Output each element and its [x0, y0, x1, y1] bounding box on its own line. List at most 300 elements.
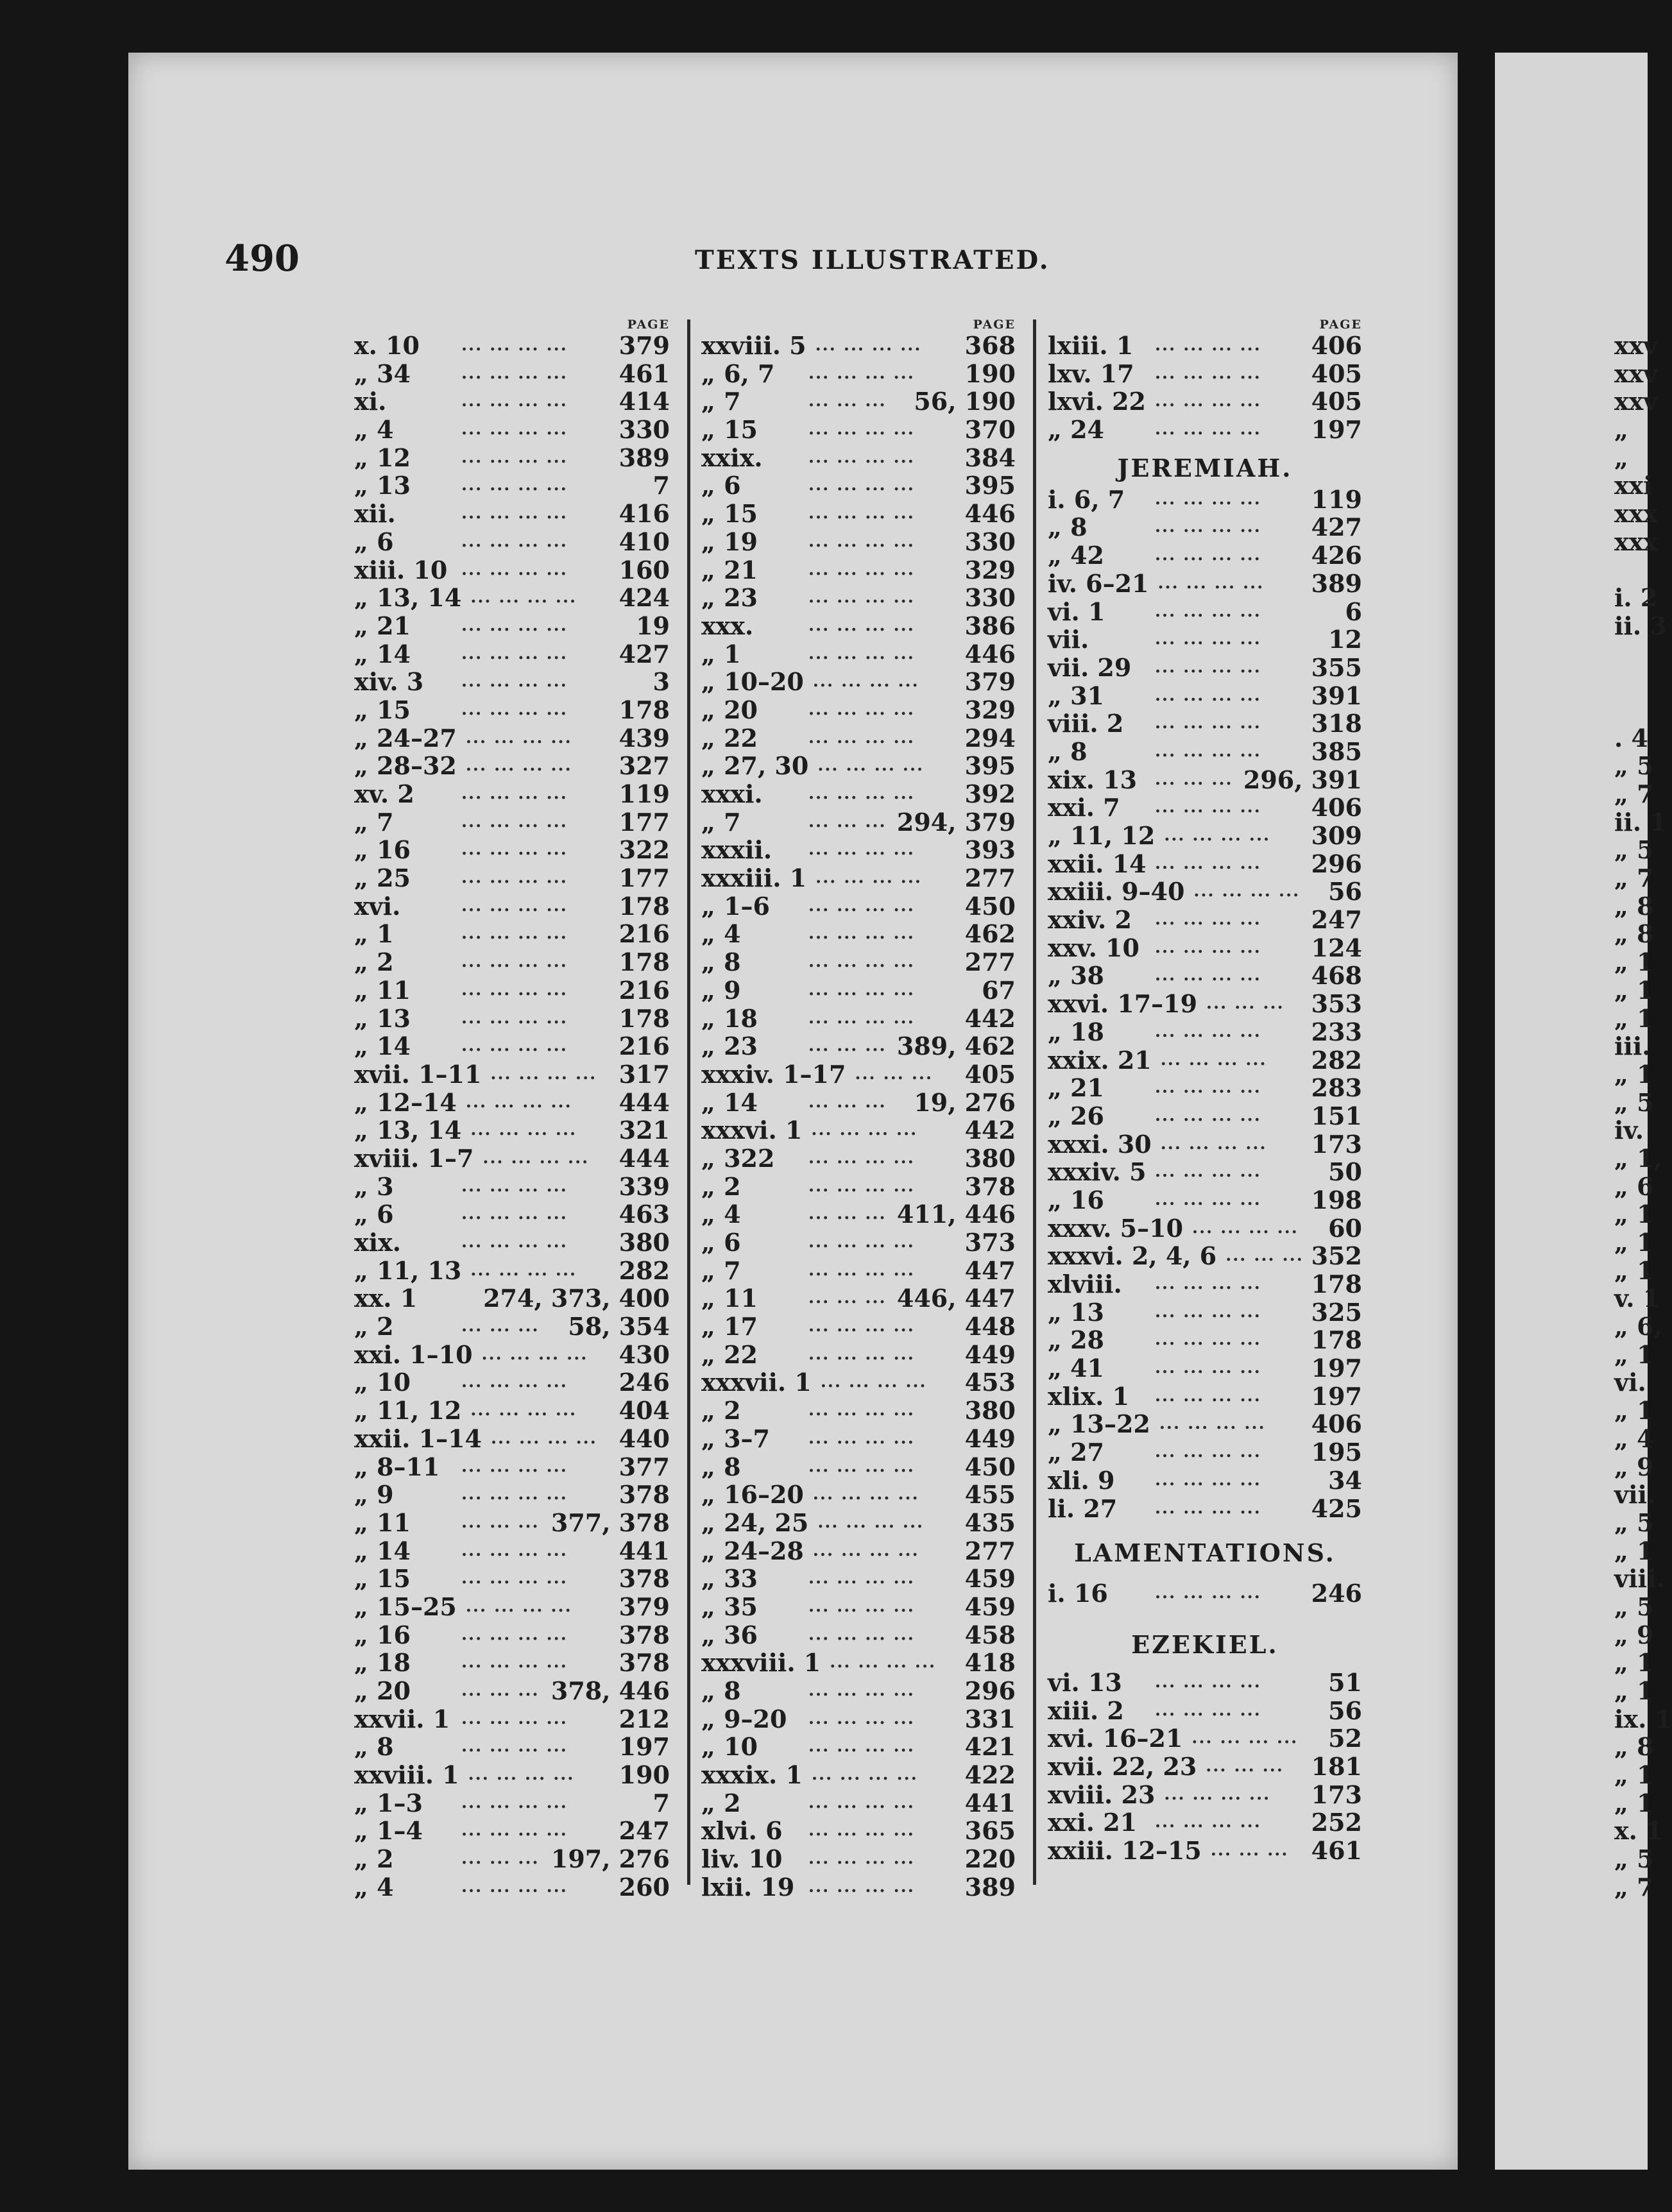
- page-reference: 405: [1311, 387, 1362, 416]
- index-entry: [701, 1649, 1016, 1677]
- facing-page-fragment: [1604, 640, 1648, 668]
- facing-page-fragment: „ 1: [1614, 1396, 1654, 1425]
- index-entry: [701, 1789, 1016, 1817]
- dot-leader: ... ... ...: [461, 1316, 540, 1336]
- page-reference: 389: [618, 443, 670, 472]
- section-heading-lamentations: LAMENTATIONS.: [1074, 1538, 1336, 1568]
- dot-leader: ... ... ... ...: [461, 840, 568, 860]
- index-entry: [354, 724, 670, 753]
- index-entry: [701, 1705, 1016, 1733]
- page-reference: 3: [653, 667, 670, 697]
- page-reference: 330: [964, 527, 1016, 556]
- index-entry: [354, 1313, 670, 1341]
- column-rule-1: [687, 319, 690, 1885]
- page-reference: 52: [1328, 1724, 1362, 1753]
- verse-reference: xlix. 1: [1048, 1381, 1130, 1411]
- verse-reference: „ 8: [354, 1732, 394, 1762]
- index-entry: [1048, 1467, 1362, 1495]
- dot-leader: ... ... ... ...: [461, 504, 568, 523]
- verse-reference: „ 8: [701, 1452, 741, 1481]
- dot-leader: ... ... ... ...: [461, 363, 568, 383]
- verse-reference: „ 27: [1048, 1438, 1104, 1467]
- dot-leader: ... ... ... ...: [1155, 1274, 1261, 1293]
- index-column-1: [354, 318, 670, 1901]
- verse-reference: „ 8: [701, 1676, 741, 1705]
- facing-page-fragment: „ 4: [1614, 1424, 1654, 1453]
- dot-leader: ... ... ... ...: [808, 980, 915, 1000]
- verse-reference: „ 2: [701, 1788, 741, 1817]
- index-entry: [354, 1341, 670, 1369]
- page-reference: 442: [964, 1116, 1016, 1145]
- verse-reference: „ 6: [701, 1228, 741, 1257]
- index-entry: [354, 500, 670, 528]
- dot-leader: ... ... ...: [1206, 994, 1284, 1014]
- page-reference: 392: [964, 779, 1016, 808]
- page-reference: 405: [964, 1059, 1016, 1089]
- index-entry: [1048, 1382, 1362, 1411]
- dot-leader: ... ... ...: [808, 1036, 887, 1056]
- dot-leader: ... ... ... ...: [811, 1765, 918, 1785]
- page-reference: 446, 447: [896, 1284, 1016, 1313]
- dot-leader: ... ... ... ...: [808, 1456, 915, 1476]
- facing-page-fragment: „: [1614, 443, 1628, 472]
- dot-leader: ... ... ... ...: [808, 615, 915, 635]
- facing-page-fragment: „ 1: [1614, 1536, 1654, 1565]
- verse-reference: li. 27: [1048, 1493, 1118, 1523]
- verse-reference: „ 24–28: [701, 1536, 804, 1565]
- page-reference: 441: [618, 1536, 670, 1565]
- page-reference: 406: [1311, 1409, 1362, 1439]
- verse-reference: „ 16: [1048, 1185, 1104, 1214]
- index-entry: [701, 1537, 1016, 1565]
- dot-leader: ... ... ... ...: [1193, 881, 1301, 901]
- facing-page-fragment: v. 1: [1614, 1284, 1660, 1313]
- page-reference: 195: [1311, 1438, 1362, 1467]
- verse-reference: „ 4: [701, 1200, 741, 1229]
- verse-reference: vi. 1: [1048, 597, 1105, 626]
- page-reference: 389, 462: [896, 1032, 1016, 1061]
- dot-leader: ... ... ... ...: [1155, 601, 1261, 621]
- page-reference: 119: [618, 779, 670, 808]
- dot-leader: ... ... ... ...: [1155, 910, 1261, 930]
- dot-leader: ... ... ... ...: [808, 924, 915, 944]
- dot-leader: ... ... ... ...: [1191, 1728, 1299, 1748]
- dot-leader: ... ... ... ...: [808, 1849, 915, 1869]
- index-entry: [701, 1425, 1016, 1453]
- page-reference: 197: [618, 1732, 670, 1762]
- verse-reference: „ 6: [354, 1200, 394, 1229]
- page-reference: 19, 276: [914, 1087, 1016, 1117]
- page-reference: 329: [964, 555, 1016, 584]
- dot-leader: ... ... ... ...: [461, 643, 568, 663]
- dot-leader: ... ... ... ...: [461, 1372, 568, 1392]
- index-entry: [354, 836, 670, 864]
- page-reference: 458: [964, 1620, 1016, 1649]
- verse-reference: xxxix. 1: [701, 1760, 803, 1790]
- verse-reference: „ 12: [354, 443, 411, 472]
- index-entry: [1048, 1724, 1362, 1753]
- dot-leader: ... ... ... ...: [808, 1596, 915, 1616]
- page-reference: 380: [964, 1396, 1016, 1425]
- index-entry: [1048, 1753, 1362, 1781]
- index-entry: [701, 808, 1016, 837]
- index-entry: [354, 640, 670, 668]
- verse-reference: xxxviii. 1: [701, 1648, 821, 1678]
- verse-reference: „ 7: [701, 807, 741, 837]
- page-reference: 60: [1328, 1213, 1362, 1243]
- page-reference: 294: [964, 723, 1016, 753]
- index-entry: [1048, 416, 1362, 444]
- dot-leader: ... ... ... ...: [808, 643, 915, 663]
- verse-reference: xxxvi. 2, 4, 6: [1048, 1241, 1217, 1271]
- index-entry: [354, 1761, 670, 1789]
- page-reference: 277: [964, 864, 1016, 893]
- facing-page-fragment: xxv: [1614, 359, 1658, 388]
- index-entry: [1048, 1130, 1362, 1159]
- dot-leader: ... ... ... ...: [808, 1681, 915, 1700]
- dot-leader: ... ... ... ...: [461, 531, 568, 551]
- dot-leader: ... ... ... ...: [1155, 391, 1261, 411]
- page-reference: 190: [618, 1760, 670, 1790]
- dot-leader: ... ... ... ...: [1155, 1470, 1261, 1490]
- index-entry: [1048, 962, 1362, 990]
- page-reference: 252: [1311, 1808, 1362, 1837]
- dot-leader: ... ... ... ...: [812, 1540, 919, 1560]
- verse-reference: „ 1: [354, 919, 394, 949]
- index-entry: [701, 360, 1016, 388]
- page-reference: 395: [964, 471, 1016, 500]
- index-entry: [701, 892, 1016, 921]
- index-entry: [701, 387, 1016, 416]
- facing-page-fragment: „ 8: [1614, 1732, 1654, 1762]
- page-reference: 418: [964, 1648, 1016, 1678]
- page-reference: 296: [1311, 849, 1362, 878]
- dot-leader: ... ... ...: [461, 1849, 540, 1869]
- index-entry: [701, 864, 1016, 892]
- dot-leader: ... ... ... ...: [461, 1540, 568, 1560]
- verse-reference: „ 21: [354, 611, 411, 640]
- page-reference: 406: [1311, 331, 1362, 360]
- verse-reference: xxxiv. 5: [1048, 1157, 1147, 1187]
- dot-leader: ... ... ... ...: [817, 756, 925, 776]
- page-reference: 447: [964, 1255, 1016, 1285]
- index-entry: [1048, 1669, 1362, 1697]
- dot-leader: ... ... ... ...: [461, 1821, 568, 1841]
- facing-page-fragment: „ 1: [1614, 1788, 1654, 1817]
- index-entry: [354, 1425, 670, 1453]
- index-entry: [701, 556, 1016, 584]
- verse-reference: xxii. 14: [1048, 849, 1147, 878]
- verse-reference: i. 6, 7: [1048, 484, 1125, 514]
- dot-leader: ... ... ... ...: [461, 1569, 568, 1588]
- page-reference: 425: [1311, 1493, 1362, 1523]
- page-reference: 56: [1328, 1696, 1362, 1725]
- index-entry: [354, 416, 670, 444]
- dot-leader: ... ... ... ...: [808, 559, 915, 579]
- facing-page-fragment: vii.: [1614, 1480, 1656, 1510]
- dot-leader: ... ... ... ...: [811, 1120, 918, 1140]
- index-entry: [701, 780, 1016, 808]
- page-reference: 353: [1311, 989, 1362, 1019]
- index-entry: [701, 1593, 1016, 1621]
- page-reference: 247: [618, 1816, 670, 1846]
- dot-leader: ... ... ... ...: [461, 420, 568, 439]
- page-reference: 212: [618, 1704, 670, 1733]
- verse-reference: „ 4: [701, 919, 741, 949]
- index-entry: [701, 1060, 1016, 1089]
- page-reference: 327: [618, 751, 670, 781]
- index-entry: [701, 1284, 1016, 1313]
- index-entry: [1048, 1270, 1362, 1298]
- page-reference: 330: [618, 415, 670, 445]
- page-reference: 246: [1311, 1579, 1362, 1608]
- facing-page-fragment: [1604, 556, 1648, 584]
- index-entry: [701, 416, 1016, 444]
- facing-page-fragments: [1604, 318, 1672, 1901]
- dot-leader: ... ... ... ...: [461, 672, 568, 692]
- page-column-heading: PAGE: [1319, 318, 1362, 332]
- dot-leader: ... ... ... ...: [808, 1148, 915, 1168]
- dot-leader: ... ... ...: [808, 1092, 887, 1112]
- verse-reference: „ 15: [354, 695, 411, 724]
- page-column-heading: PAGE: [627, 318, 670, 332]
- verse-reference: „ 28: [1048, 1325, 1104, 1355]
- page-reference: 379: [618, 1592, 670, 1621]
- index-entry: [354, 556, 670, 584]
- facing-page-fragment: xxx: [1614, 527, 1658, 556]
- page-reference: 216: [618, 919, 670, 949]
- verse-reference: vii. 29: [1048, 652, 1132, 682]
- page-reference: 395: [964, 751, 1016, 781]
- page-reference: 12: [1328, 625, 1362, 654]
- index-entry: [1048, 1046, 1362, 1075]
- page-reference: 377: [618, 1452, 670, 1481]
- verse-reference: „ 13, 14: [354, 1116, 462, 1145]
- index-entry: [701, 724, 1016, 753]
- dot-leader: ... ... ... ...: [1155, 336, 1261, 355]
- verse-reference: „ 11, 13: [354, 1255, 462, 1285]
- dot-leader: ... ... ... ...: [490, 1064, 597, 1084]
- dot-leader: ... ... ... ...: [461, 1792, 568, 1812]
- verse-reference: xxi. 21: [1048, 1808, 1138, 1837]
- verse-reference: „ 18: [354, 1648, 411, 1678]
- dot-leader: ... ... ... ...: [1155, 363, 1261, 383]
- facing-page-fragment: ix. 1: [1614, 1704, 1672, 1733]
- verse-reference: „ 20: [701, 695, 758, 724]
- verse-reference: „ 34: [354, 359, 411, 388]
- page-reference: 377, 378: [550, 1508, 670, 1537]
- index-entry: [1048, 1158, 1362, 1186]
- page-reference: 416: [618, 499, 670, 529]
- index-entry: [1048, 878, 1362, 906]
- verse-reference: „ 10: [354, 1368, 411, 1397]
- page-reference: 216: [618, 975, 670, 1005]
- index-entry: [354, 332, 670, 360]
- page-reference: 435: [964, 1508, 1016, 1537]
- page-reference: 444: [618, 1143, 670, 1173]
- verse-reference: „ 15: [354, 1564, 411, 1594]
- dot-leader: ... ... ... ...: [808, 952, 915, 972]
- verse-reference: „ 13: [354, 1003, 411, 1033]
- dot-leader: ... ... ... ...: [808, 896, 915, 915]
- facing-page-fragment: „ 9: [1614, 1620, 1654, 1649]
- index-entry: [354, 1845, 670, 1873]
- index-entry: [701, 668, 1016, 696]
- verse-reference: xxviii. 1: [354, 1760, 459, 1790]
- verse-reference: „ 8: [1048, 513, 1088, 542]
- dot-leader: ... ... ... ...: [1155, 545, 1261, 565]
- verse-reference: „ 2: [701, 1171, 741, 1201]
- index-entry: [701, 444, 1016, 472]
- page-reference: 197: [1311, 415, 1362, 445]
- verse-reference: „ 24: [1048, 415, 1104, 445]
- page-reference: 67: [982, 975, 1016, 1005]
- verse-reference: „ 13: [354, 471, 411, 500]
- dot-leader: ... ... ... ...: [808, 1821, 915, 1841]
- page-reference: 411, 446: [896, 1200, 1016, 1229]
- verse-reference: xi.: [354, 387, 387, 416]
- page-reference: 391: [1311, 681, 1362, 710]
- page-reference: 173: [1311, 1780, 1362, 1809]
- verse-reference: „ 19: [701, 527, 758, 556]
- verse-reference: xxviii. 5: [701, 331, 806, 360]
- dot-leader: ... ... ...: [808, 1288, 887, 1308]
- index-entry: [701, 500, 1016, 528]
- index-entry: [701, 1116, 1016, 1144]
- index-entry: [354, 387, 670, 416]
- dot-leader: ... ... ... ...: [461, 812, 568, 831]
- dot-leader: ... ... ... ...: [1159, 1414, 1266, 1434]
- page-reference: 339: [618, 1171, 670, 1201]
- dot-leader: ... ... ...: [808, 391, 887, 411]
- dot-leader: ... ... ... ...: [820, 1372, 927, 1392]
- facing-page-fragment: „ 1: [1614, 1676, 1654, 1705]
- verse-reference: „ 21: [701, 555, 758, 584]
- dot-leader: ... ... ... ...: [808, 727, 915, 747]
- page-reference: 282: [1311, 1045, 1362, 1075]
- page-reference: 178: [618, 695, 670, 724]
- page-reference: 378, 446: [550, 1676, 670, 1705]
- index-entry: [1048, 1438, 1362, 1467]
- dot-leader: ... ... ... ...: [808, 1400, 915, 1420]
- index-entry: [701, 1005, 1016, 1033]
- dot-leader: ... ... ... ...: [1155, 853, 1261, 873]
- page-reference: 378: [964, 1171, 1016, 1201]
- dot-leader: ... ... ... ...: [461, 559, 568, 579]
- verse-reference: xxxii.: [701, 835, 772, 865]
- dot-leader: ... ... ... ...: [808, 447, 915, 467]
- index-entry: [1048, 513, 1362, 541]
- facing-page-fragment: „ 1: [1614, 1003, 1654, 1033]
- index-entry: [1048, 1808, 1362, 1837]
- verse-reference: „ 15–25: [354, 1592, 457, 1621]
- page-reference: 246: [618, 1368, 670, 1397]
- index-entry: [1048, 1495, 1362, 1523]
- dot-leader: ... ... ... ...: [817, 1512, 925, 1532]
- dot-leader: ... ... ... ...: [1155, 489, 1261, 509]
- index-entry: [701, 1761, 1016, 1789]
- verse-reference: „ 15: [701, 415, 758, 445]
- verse-reference: „ 14: [701, 1087, 758, 1117]
- dot-leader: ... ... ... ...: [1155, 629, 1261, 649]
- page-reference: 151: [1311, 1101, 1362, 1130]
- facing-page-fragment: „ 1: [1614, 1200, 1654, 1229]
- index-entry: [701, 1200, 1016, 1229]
- index-entry: [354, 1284, 670, 1313]
- index-entry: [1048, 934, 1362, 962]
- dot-leader: ... ... ... ...: [1164, 826, 1271, 845]
- verse-reference: „ 22: [701, 1340, 758, 1369]
- page-reference: 124: [1311, 933, 1362, 962]
- page-reference: 440: [618, 1424, 670, 1453]
- verse-reference: „ 1–6: [701, 891, 770, 921]
- verse-reference: „ 8: [701, 948, 741, 977]
- index-entry: [701, 1733, 1016, 1761]
- verse-reference: xiii. 2: [1048, 1696, 1124, 1725]
- verse-reference: „ 28–32: [354, 751, 457, 781]
- verse-reference: „ 17: [701, 1312, 758, 1341]
- page-reference: 160: [618, 555, 670, 584]
- page-reference: 365: [964, 1816, 1016, 1846]
- verse-reference: „ 23: [701, 1032, 758, 1061]
- verse-reference: „ 2: [701, 1396, 741, 1425]
- facing-page-fragment: „ 8: [1614, 891, 1654, 921]
- page-reference: 446: [964, 639, 1016, 668]
- facing-page-fragment: xxi: [1614, 471, 1653, 500]
- page-reference: 283: [1311, 1073, 1362, 1103]
- dot-leader: ... ... ... ...: [465, 1092, 572, 1112]
- verse-reference: xxi. 1–10: [354, 1340, 473, 1369]
- page-reference: 406: [1311, 793, 1362, 822]
- index-entry: [354, 1677, 670, 1705]
- index-entry: [701, 1341, 1016, 1369]
- dot-leader: ... ... ... ...: [465, 1596, 572, 1616]
- dot-leader: ... ... ... ...: [461, 868, 568, 888]
- page-reference: 453: [964, 1368, 1016, 1397]
- index-entry: [354, 444, 670, 472]
- page-reference: 461: [618, 359, 670, 388]
- index-entry: [701, 1817, 1016, 1845]
- page-reference: 444: [618, 1087, 670, 1117]
- facing-page-fragment: „ 6: [1614, 1171, 1654, 1201]
- verse-reference: xxxi.: [701, 779, 763, 808]
- index-entry: [354, 892, 670, 921]
- facing-page-fragment: xxv: [1614, 331, 1658, 360]
- verse-reference: „ 11: [354, 975, 411, 1005]
- verse-reference: „ 14: [354, 1536, 411, 1565]
- section-heading-ezekiel: EZEKIEL.: [1131, 1629, 1279, 1659]
- dot-leader: ... ... ... ...: [808, 1176, 915, 1196]
- verse-reference: „ 13, 14: [354, 583, 462, 613]
- dot-leader: ... ... ... ...: [461, 1204, 568, 1224]
- dot-leader: ... ... ... ...: [808, 784, 915, 803]
- dot-leader: ... ... ...: [808, 812, 887, 831]
- verse-reference: „ 42: [1048, 541, 1104, 570]
- dot-leader: ... ... ... ...: [461, 1624, 568, 1644]
- page-reference: 424: [618, 583, 670, 613]
- verse-reference: „ 18: [1048, 1017, 1104, 1046]
- page-reference: 430: [618, 1340, 670, 1369]
- index-entry: [1048, 766, 1362, 794]
- verse-reference: xii.: [354, 499, 396, 529]
- verse-reference: xvi. 16–21: [1048, 1724, 1183, 1753]
- facing-page-fragment: „ 5: [1614, 1508, 1654, 1537]
- dot-leader: ... ... ... ...: [808, 1708, 915, 1728]
- verse-reference: „ 3–7: [701, 1424, 770, 1453]
- facing-page-fragment: „ 5: [1614, 1592, 1654, 1621]
- index-entry: [701, 1845, 1016, 1873]
- verse-reference: „ 24–27: [354, 723, 457, 753]
